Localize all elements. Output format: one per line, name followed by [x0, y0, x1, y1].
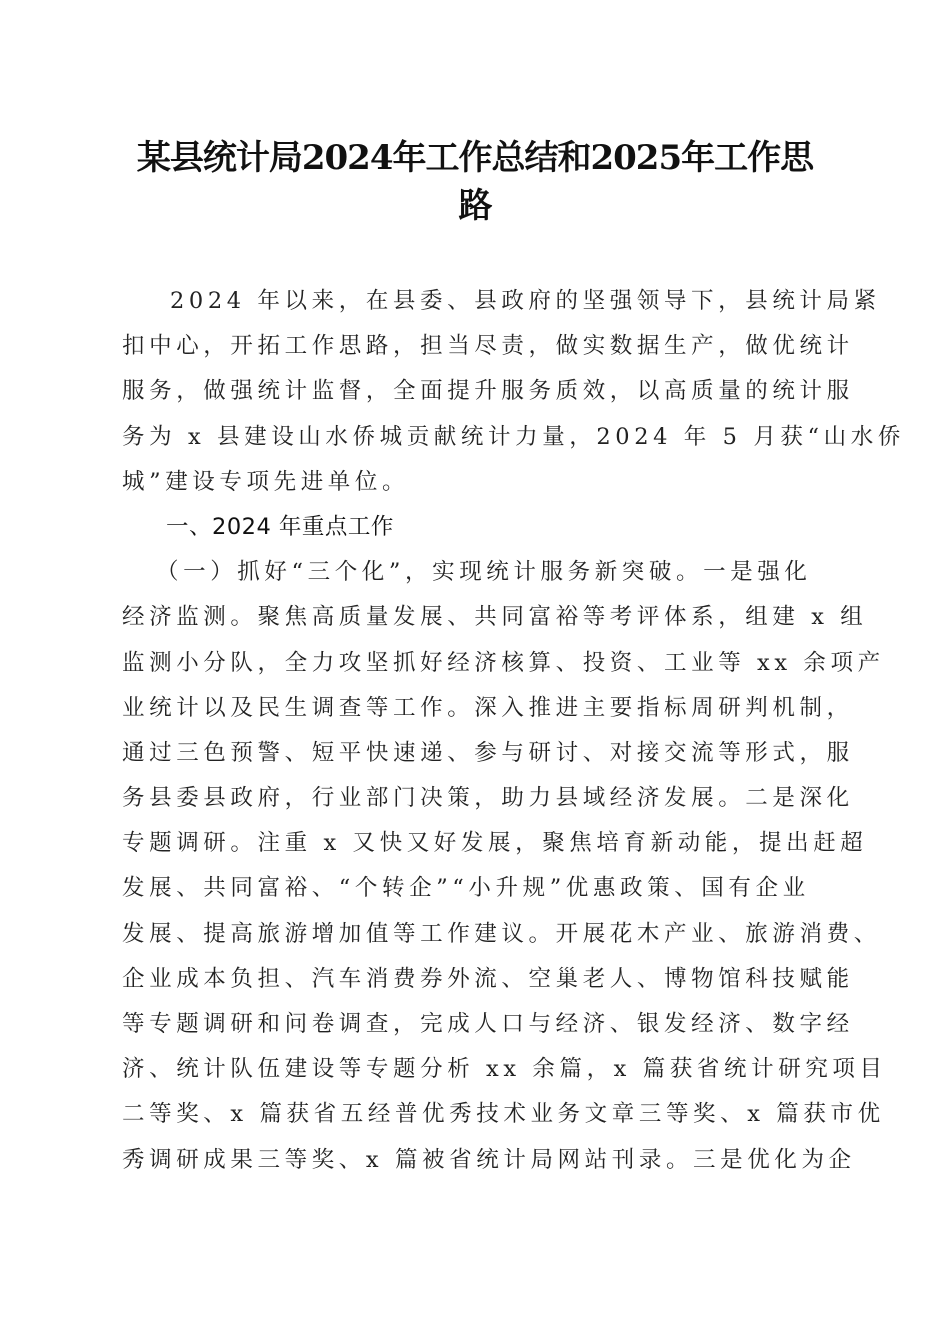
subsection-line: 业统计以及民生调查等工作。深入推进主要指标周研判机制，	[122, 694, 854, 721]
subsection-line: 等专题调研和问卷调查，完成人口与经济、银发经济、数字经	[122, 1011, 854, 1037]
document-body	[122, 279, 905, 1183]
subsection-line: 发展、共同富裕、“个转企”“小升规”优惠政策、国有企业	[122, 875, 810, 902]
document-title	[100, 134, 850, 230]
subsection-line: 二等奖、x 篇获省五经普优秀技术业务文章三等奖、x 篇获市优	[122, 1101, 885, 1128]
section-heading: 一、2024 年重点工作	[166, 513, 394, 540]
subsection-line: 监测小分队，全力攻坚抓好经济核算、投资、工业等 xx 余项产	[122, 649, 885, 676]
subsection-line: （一）抓好“三个化”，实现统计服务新突破。一是强化	[156, 559, 812, 586]
subsection-line: 企业成本负担、汽车消费券外流、空巢老人、博物馆科技赋能	[122, 965, 854, 992]
subsection-line: 发展、提高旅游增加值等工作建议。开展花木产业、旅游消费、	[122, 920, 881, 947]
subsection-line: 通过三色预警、短平快速递、参与研讨、对接交流等形式，服	[122, 739, 854, 766]
title-line-2: 路	[458, 186, 492, 226]
intro-line: 服务，做强统计监督，全面提升服务质效，以高质量的统计服	[122, 378, 854, 405]
subsection-line: 务县委县政府，行业部门决策，助力县域经济发展。二是深化	[122, 785, 854, 812]
subsection-line: 专题调研。注重 x 又快又好发展，聚焦培育新动能，提出赶超	[122, 830, 868, 857]
intro-line: 务为 x 县建设山水侨城贡献统计力量，2024 年 5 月获“山水侨	[122, 423, 905, 450]
title-line-1: 某县统计局2024年工作总结和2025年工作思	[136, 138, 814, 178]
intro-line: 城”建设专项先进单位。	[122, 468, 410, 495]
intro-line: 扣中心，开拓工作思路，担当尽责，做实数据生产，做优统计	[122, 333, 854, 360]
subsection-line: 济、统计队伍建设等专题分析 xx 余篇，x 篇获省统计研究项目	[122, 1056, 887, 1083]
intro-line: 2024 年以来，在县委、县政府的坚强领导下，县统计局紧	[170, 288, 881, 314]
subsection-line: 秀调研成果三等奖、x 篇被省统计局网站刊录。三是优化为企	[122, 1146, 856, 1173]
subsection-line: 经济监测。聚焦高质量发展、共同富裕等考评体系，组建 x 组	[122, 604, 868, 631]
